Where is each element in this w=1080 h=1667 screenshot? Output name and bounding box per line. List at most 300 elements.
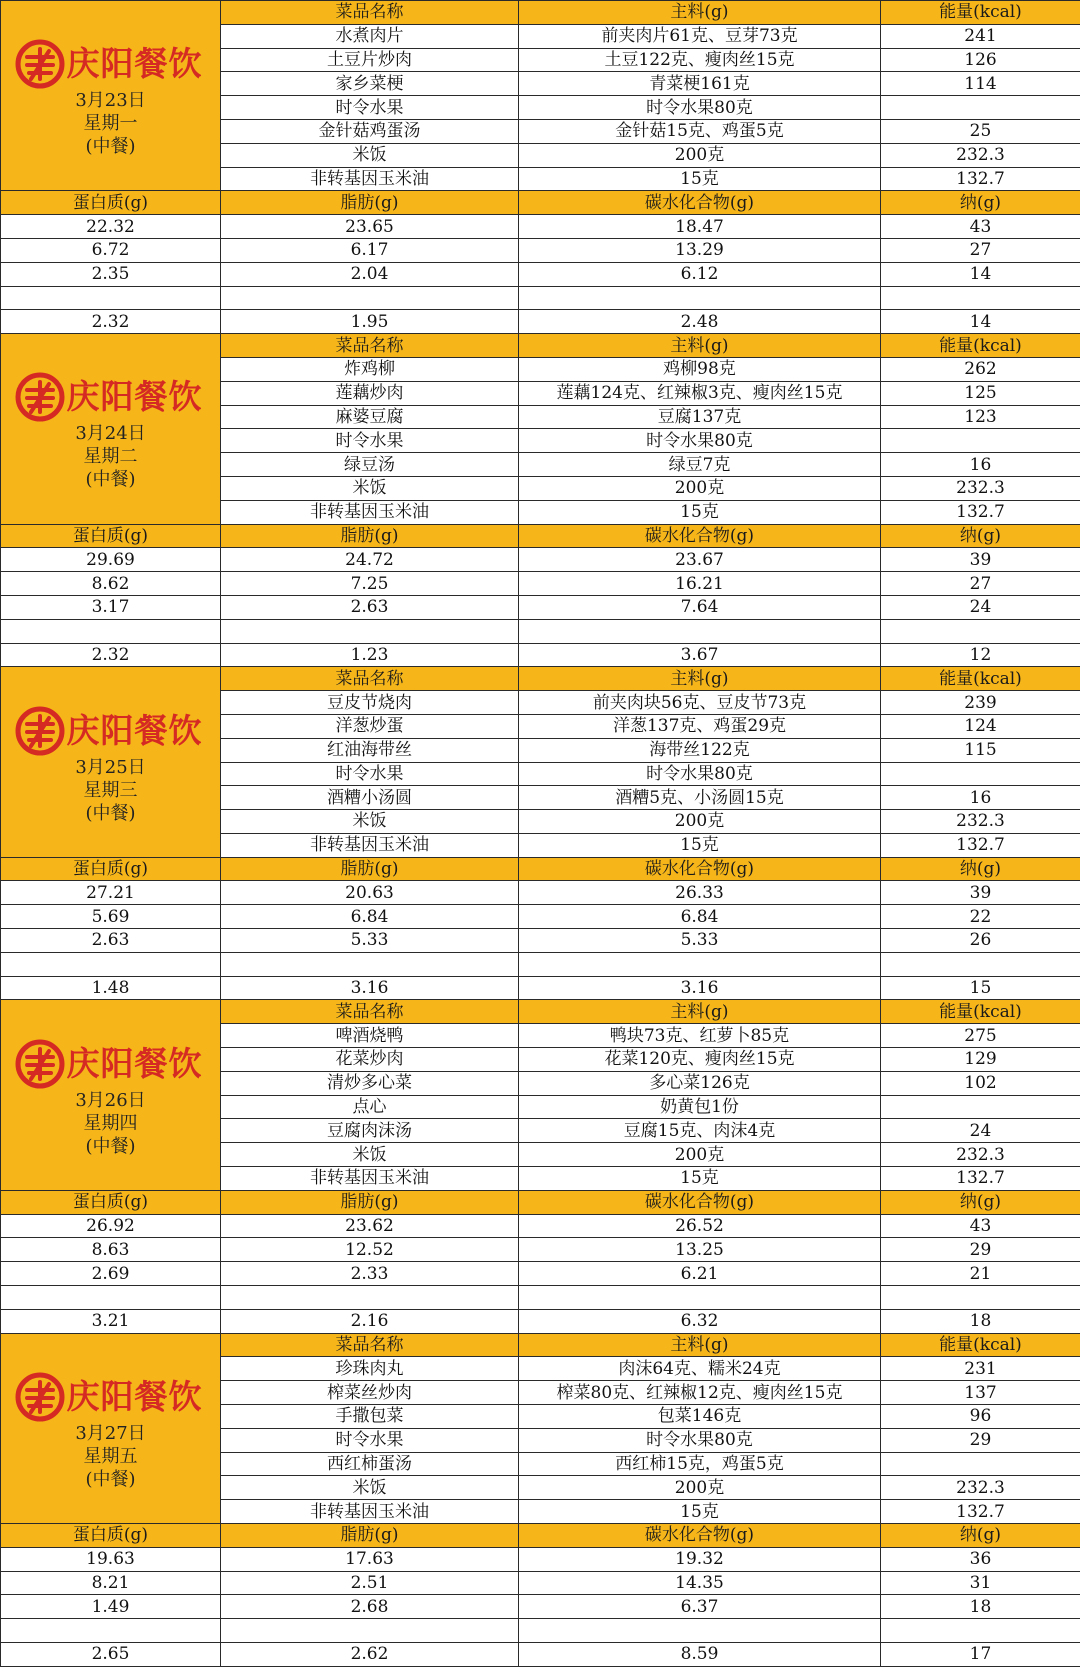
fat-value xyxy=(221,1286,519,1310)
dish-energy: 125 xyxy=(881,381,1080,405)
sodium-value: 27 xyxy=(881,572,1080,596)
dish-name: 洋葱炒蛋 xyxy=(221,714,519,738)
dish-name: 绿豆汤 xyxy=(221,453,519,477)
dish-energy: 137 xyxy=(881,1381,1080,1405)
dish-ingredients: 金针菇15克、鸡蛋5克 xyxy=(519,119,881,143)
brand-logo xyxy=(1,39,221,89)
protein-value: 8.63 xyxy=(1,1238,221,1262)
dish-name: 西红柿蛋汤 xyxy=(221,1452,519,1476)
nutrition-row xyxy=(1,1547,1080,1571)
nutrition-row xyxy=(1,1309,1080,1333)
header-protein: 蛋白质(g) xyxy=(1,857,221,881)
red-circular-emblem-icon xyxy=(15,39,65,89)
brand-name: 庆阳餐饮 xyxy=(66,710,203,750)
nutrition-row xyxy=(1,310,1080,334)
sodium-value: 24 xyxy=(881,595,1080,619)
sodium-value xyxy=(881,1619,1080,1643)
dish-name: 米饭 xyxy=(221,1143,519,1167)
carbohydrate-value xyxy=(519,952,881,976)
carbohydrate-value: 3.67 xyxy=(519,643,881,667)
sodium-value: 22 xyxy=(881,905,1080,929)
header-carbohydrate: 碳水化合物(g) xyxy=(519,191,881,215)
sodium-value xyxy=(881,619,1080,643)
dish-name: 手撒包菜 xyxy=(221,1405,519,1429)
dish-energy: 123 xyxy=(881,405,1080,429)
protein-value: 2.69 xyxy=(1,1262,221,1286)
day-weekday: 星期二 xyxy=(83,446,138,468)
dish-ingredients: 前夹肉片61克、豆芽73克 xyxy=(519,24,881,48)
day-brand-cell xyxy=(1,1000,221,1190)
dish-ingredients: 土豆122克、瘦肉丝15克 xyxy=(519,48,881,72)
fat-value: 1.23 xyxy=(221,643,519,667)
header-dish-name: 菜品名称 xyxy=(221,1000,519,1024)
carbohydrate-value: 6.12 xyxy=(519,262,881,286)
dish-ingredients: 奶黄包1份 xyxy=(519,1095,881,1119)
day-meal: (中餐) xyxy=(85,1135,136,1157)
sodium-value: 15 xyxy=(881,976,1080,1000)
day-weekday: 星期四 xyxy=(83,1112,138,1134)
dish-energy: 25 xyxy=(881,119,1080,143)
dish-ingredients: 前夹肉块56克、豆皮节73克 xyxy=(519,691,881,715)
dish-energy: 102 xyxy=(881,1071,1080,1095)
carbohydrate-value: 18.47 xyxy=(519,215,881,239)
red-circular-emblem-icon xyxy=(15,706,65,756)
dish-name: 土豆片炒肉 xyxy=(221,48,519,72)
dish-ingredients: 海带丝122克 xyxy=(519,738,881,762)
dish-energy: 241 xyxy=(881,24,1080,48)
fat-value: 6.17 xyxy=(221,238,519,262)
protein-value xyxy=(1,619,221,643)
fat-value: 24.72 xyxy=(221,548,519,572)
dish-ingredients: 莲藕124克、红辣椒3克、瘦肉丝15克 xyxy=(519,381,881,405)
fat-value: 5.33 xyxy=(221,929,519,953)
sodium-value: 12 xyxy=(881,643,1080,667)
protein-value: 3.21 xyxy=(1,1309,221,1333)
header-energy: 能量(kcal) xyxy=(881,1000,1080,1024)
dish-ingredients: 豆腐15克、肉沫4克 xyxy=(519,1119,881,1143)
dish-ingredients: 多心菜126克 xyxy=(519,1071,881,1095)
nutrition-row xyxy=(1,929,1080,953)
nutrition-row xyxy=(1,881,1080,905)
sodium-value: 18 xyxy=(881,1595,1080,1619)
day-date: 3月25日 xyxy=(75,756,146,778)
protein-value xyxy=(1,1286,221,1310)
header-carbohydrate: 碳水化合物(g) xyxy=(519,1190,881,1214)
dish-name: 莲藕炒肉 xyxy=(221,381,519,405)
dish-energy: 114 xyxy=(881,72,1080,96)
nutrition-row xyxy=(1,1214,1080,1238)
header-ingredients: 主料(g) xyxy=(519,1000,881,1024)
nutrition-row xyxy=(1,1619,1080,1643)
protein-value: 29.69 xyxy=(1,548,221,572)
sodium-value: 14 xyxy=(881,310,1080,334)
carbohydrate-value: 2.48 xyxy=(519,310,881,334)
dish-name: 榨菜丝炒肉 xyxy=(221,1381,519,1405)
dish-name: 炸鸡柳 xyxy=(221,357,519,381)
dish-energy: 232.3 xyxy=(881,810,1080,834)
dish-energy xyxy=(881,429,1080,453)
dish-ingredients: 时令水果80克 xyxy=(519,1428,881,1452)
carbohydrate-value: 13.25 xyxy=(519,1238,881,1262)
carbohydrate-value: 6.32 xyxy=(519,1309,881,1333)
menu-header-row xyxy=(1,1000,1080,1024)
dish-energy: 231 xyxy=(881,1357,1080,1381)
dish-name: 珍珠肉丸 xyxy=(221,1357,519,1381)
header-sodium: 纳(g) xyxy=(881,1190,1080,1214)
sodium-value: 39 xyxy=(881,881,1080,905)
dish-energy: 129 xyxy=(881,1048,1080,1072)
dish-ingredients: 200克 xyxy=(519,810,881,834)
brand-name: 庆阳餐饮 xyxy=(66,44,203,84)
dish-ingredients: 豆腐137克 xyxy=(519,405,881,429)
fat-value xyxy=(221,1619,519,1643)
dish-ingredients: 酒糟5克、小汤圆15克 xyxy=(519,786,881,810)
dish-energy: 275 xyxy=(881,1024,1080,1048)
header-fat: 脂肪(g) xyxy=(221,1190,519,1214)
nutrition-header-row xyxy=(1,1190,1080,1214)
header-sodium: 纳(g) xyxy=(881,857,1080,881)
dish-energy: 132.7 xyxy=(881,1167,1080,1191)
carbohydrate-value xyxy=(519,1619,881,1643)
dish-ingredients: 15克 xyxy=(519,1167,881,1191)
protein-value: 5.69 xyxy=(1,905,221,929)
dish-energy: 262 xyxy=(881,357,1080,381)
dish-name: 豆皮节烧肉 xyxy=(221,691,519,715)
dish-ingredients: 200克 xyxy=(519,1476,881,1500)
carbohydrate-value: 14.35 xyxy=(519,1571,881,1595)
nutrition-row xyxy=(1,1262,1080,1286)
dish-ingredients: 时令水果80克 xyxy=(519,762,881,786)
dish-energy: 115 xyxy=(881,738,1080,762)
dish-energy xyxy=(881,96,1080,120)
header-dish-name: 菜品名称 xyxy=(221,667,519,691)
dish-energy: 29 xyxy=(881,1428,1080,1452)
dish-ingredients: 15克 xyxy=(519,1500,881,1524)
header-sodium: 纳(g) xyxy=(881,1524,1080,1548)
sodium-value xyxy=(881,952,1080,976)
dish-name: 豆腐肉沫汤 xyxy=(221,1119,519,1143)
dish-energy: 239 xyxy=(881,691,1080,715)
header-sodium: 纳(g) xyxy=(881,524,1080,548)
dish-name: 红油海带丝 xyxy=(221,738,519,762)
carbohydrate-value: 7.64 xyxy=(519,595,881,619)
protein-value: 2.63 xyxy=(1,929,221,953)
nutrition-row xyxy=(1,262,1080,286)
sodium-value: 36 xyxy=(881,1547,1080,1571)
nutrition-header-row xyxy=(1,1524,1080,1548)
day-meal: (中餐) xyxy=(85,469,136,491)
day-brand-cell xyxy=(1,667,221,857)
dish-ingredients: 西红柿15克，鸡蛋5克 xyxy=(519,1452,881,1476)
nutrition-row xyxy=(1,1571,1080,1595)
dish-name: 非转基因玉米油 xyxy=(221,833,519,857)
red-circular-emblem-icon xyxy=(15,1372,65,1422)
sodium-value: 27 xyxy=(881,238,1080,262)
header-fat: 脂肪(g) xyxy=(221,857,519,881)
dish-energy: 16 xyxy=(881,453,1080,477)
dish-ingredients: 花菜120克、瘦肉丝15克 xyxy=(519,1048,881,1072)
carbohydrate-value: 16.21 xyxy=(519,572,881,596)
nutrition-row xyxy=(1,952,1080,976)
dish-energy: 132.7 xyxy=(881,500,1080,524)
dish-energy: 232.3 xyxy=(881,1143,1080,1167)
protein-value: 2.32 xyxy=(1,310,221,334)
fat-value xyxy=(221,286,519,310)
dish-ingredients: 200克 xyxy=(519,476,881,500)
header-fat: 脂肪(g) xyxy=(221,524,519,548)
header-energy: 能量(kcal) xyxy=(881,1,1080,25)
dish-ingredients: 鸡柳98克 xyxy=(519,357,881,381)
sodium-value: 26 xyxy=(881,929,1080,953)
nutrition-row xyxy=(1,1238,1080,1262)
nutrition-row xyxy=(1,286,1080,310)
fat-value: 2.04 xyxy=(221,262,519,286)
header-energy: 能量(kcal) xyxy=(881,1333,1080,1357)
dish-energy: 132.7 xyxy=(881,1500,1080,1524)
dish-energy: 124 xyxy=(881,714,1080,738)
dish-energy: 132.7 xyxy=(881,167,1080,191)
fat-value: 3.16 xyxy=(221,976,519,1000)
header-fat: 脂肪(g) xyxy=(221,1524,519,1548)
day-brand-cell xyxy=(1,1333,221,1523)
dish-name: 时令水果 xyxy=(221,96,519,120)
nutrition-row xyxy=(1,619,1080,643)
dish-name: 非转基因玉米油 xyxy=(221,500,519,524)
nutrition-row xyxy=(1,548,1080,572)
header-sodium: 纳(g) xyxy=(881,191,1080,215)
protein-value: 26.92 xyxy=(1,1214,221,1238)
sodium-value: 43 xyxy=(881,1214,1080,1238)
dish-energy xyxy=(881,762,1080,786)
brand-logo xyxy=(1,706,221,756)
carbohydrate-value xyxy=(519,619,881,643)
brand-logo xyxy=(1,1039,221,1089)
header-carbohydrate: 碳水化合物(g) xyxy=(519,1524,881,1548)
nutrition-row xyxy=(1,238,1080,262)
day-weekday: 星期三 xyxy=(83,779,138,801)
carbohydrate-value: 26.33 xyxy=(519,881,881,905)
day-brand-cell xyxy=(1,1,221,191)
sodium-value: 39 xyxy=(881,548,1080,572)
day-date: 3月26日 xyxy=(75,1089,146,1111)
protein-value: 2.65 xyxy=(1,1642,221,1666)
fat-value: 23.65 xyxy=(221,215,519,239)
dish-ingredients: 包菜146克 xyxy=(519,1405,881,1429)
header-ingredients: 主料(g) xyxy=(519,667,881,691)
header-protein: 蛋白质(g) xyxy=(1,524,221,548)
header-ingredients: 主料(g) xyxy=(519,1,881,25)
protein-value: 2.32 xyxy=(1,643,221,667)
carbohydrate-value: 19.32 xyxy=(519,1547,881,1571)
fat-value: 20.63 xyxy=(221,881,519,905)
carbohydrate-value: 26.52 xyxy=(519,1214,881,1238)
dish-name: 米饭 xyxy=(221,810,519,834)
dish-energy: 16 xyxy=(881,786,1080,810)
day-weekday: 星期五 xyxy=(83,1445,138,1467)
red-circular-emblem-icon xyxy=(15,1039,65,1089)
day-brand-cell xyxy=(1,334,221,524)
header-carbohydrate: 碳水化合物(g) xyxy=(519,524,881,548)
dish-ingredients: 200克 xyxy=(519,143,881,167)
dish-name: 时令水果 xyxy=(221,762,519,786)
fat-value xyxy=(221,619,519,643)
dish-name: 米饭 xyxy=(221,143,519,167)
menu-header-row xyxy=(1,667,1080,691)
protein-value: 2.35 xyxy=(1,262,221,286)
fat-value: 7.25 xyxy=(221,572,519,596)
dish-ingredients: 青菜梗161克 xyxy=(519,72,881,96)
dish-name: 水煮肉片 xyxy=(221,24,519,48)
carbohydrate-value: 23.67 xyxy=(519,548,881,572)
header-fat: 脂肪(g) xyxy=(221,191,519,215)
dish-ingredients: 15克 xyxy=(519,833,881,857)
sodium-value: 21 xyxy=(881,1262,1080,1286)
fat-value: 12.52 xyxy=(221,1238,519,1262)
dish-name: 时令水果 xyxy=(221,429,519,453)
carbohydrate-value: 6.21 xyxy=(519,1262,881,1286)
header-protein: 蛋白质(g) xyxy=(1,1190,221,1214)
sodium-value: 14 xyxy=(881,262,1080,286)
header-dish-name: 菜品名称 xyxy=(221,1333,519,1357)
sodium-value xyxy=(881,286,1080,310)
menu-header-row xyxy=(1,334,1080,358)
sodium-value: 29 xyxy=(881,1238,1080,1262)
protein-value: 1.48 xyxy=(1,976,221,1000)
dish-ingredients: 时令水果80克 xyxy=(519,429,881,453)
dish-name: 家乡菜梗 xyxy=(221,72,519,96)
protein-value: 1.49 xyxy=(1,1595,221,1619)
dish-ingredients: 榨菜80克、红辣椒12克、瘦肉丝15克 xyxy=(519,1381,881,1405)
protein-value xyxy=(1,1619,221,1643)
dish-energy xyxy=(881,1095,1080,1119)
header-ingredients: 主料(g) xyxy=(519,1333,881,1357)
dish-energy: 232.3 xyxy=(881,143,1080,167)
day-meal: (中餐) xyxy=(85,136,136,158)
dish-energy: 232.3 xyxy=(881,1476,1080,1500)
brand-logo xyxy=(1,372,221,422)
protein-value: 8.21 xyxy=(1,1571,221,1595)
protein-value: 19.63 xyxy=(1,1547,221,1571)
dish-ingredients: 肉沫64克、糯米24克 xyxy=(519,1357,881,1381)
fat-value: 2.33 xyxy=(221,1262,519,1286)
nutrition-row xyxy=(1,1595,1080,1619)
dish-energy: 24 xyxy=(881,1119,1080,1143)
header-protein: 蛋白质(g) xyxy=(1,1524,221,1548)
carbohydrate-value: 8.59 xyxy=(519,1642,881,1666)
nutrition-row xyxy=(1,976,1080,1000)
dish-energy xyxy=(881,1452,1080,1476)
header-carbohydrate: 碳水化合物(g) xyxy=(519,857,881,881)
header-ingredients: 主料(g) xyxy=(519,334,881,358)
dish-ingredients: 洋葱137克、鸡蛋29克 xyxy=(519,714,881,738)
fat-value: 1.95 xyxy=(221,310,519,334)
protein-value xyxy=(1,286,221,310)
header-dish-name: 菜品名称 xyxy=(221,1,519,25)
dish-name: 清炒多心菜 xyxy=(221,1071,519,1095)
carbohydrate-value: 5.33 xyxy=(519,929,881,953)
dish-name: 点心 xyxy=(221,1095,519,1119)
protein-value: 8.62 xyxy=(1,572,221,596)
dish-name: 非转基因玉米油 xyxy=(221,1167,519,1191)
dish-energy: 132.7 xyxy=(881,833,1080,857)
sodium-value: 43 xyxy=(881,215,1080,239)
protein-value xyxy=(1,952,221,976)
sodium-value xyxy=(881,1286,1080,1310)
carbohydrate-value: 6.37 xyxy=(519,1595,881,1619)
day-meal: (中餐) xyxy=(85,1468,136,1490)
dish-name: 金针菇鸡蛋汤 xyxy=(221,119,519,143)
nutrition-row xyxy=(1,643,1080,667)
fat-value: 2.68 xyxy=(221,1595,519,1619)
brand-logo xyxy=(1,1372,221,1422)
nutrition-header-row xyxy=(1,191,1080,215)
nutrition-row xyxy=(1,905,1080,929)
carbohydrate-value xyxy=(519,286,881,310)
protein-value: 3.17 xyxy=(1,595,221,619)
nutrition-row xyxy=(1,1642,1080,1666)
header-protein: 蛋白质(g) xyxy=(1,191,221,215)
dish-name: 非转基因玉米油 xyxy=(221,1500,519,1524)
dish-energy: 126 xyxy=(881,48,1080,72)
carbohydrate-value xyxy=(519,1286,881,1310)
dish-name: 啤酒烧鸭 xyxy=(221,1024,519,1048)
fat-value: 23.62 xyxy=(221,1214,519,1238)
dish-ingredients: 绿豆7克 xyxy=(519,453,881,477)
header-dish-name: 菜品名称 xyxy=(221,334,519,358)
nutrition-header-row xyxy=(1,524,1080,548)
dish-name: 米饭 xyxy=(221,1476,519,1500)
carbohydrate-value: 3.16 xyxy=(519,976,881,1000)
dish-name: 米饭 xyxy=(221,476,519,500)
sodium-value: 31 xyxy=(881,1571,1080,1595)
protein-value: 6.72 xyxy=(1,238,221,262)
dish-ingredients: 鸭块73克、红萝卜85克 xyxy=(519,1024,881,1048)
nutrition-row xyxy=(1,572,1080,596)
nutrition-header-row xyxy=(1,857,1080,881)
dish-ingredients: 15克 xyxy=(519,500,881,524)
day-meal: (中餐) xyxy=(85,802,136,824)
dish-energy: 232.3 xyxy=(881,476,1080,500)
nutrition-row xyxy=(1,215,1080,239)
dish-ingredients: 200克 xyxy=(519,1143,881,1167)
red-circular-emblem-icon xyxy=(15,372,65,422)
fat-value: 2.62 xyxy=(221,1642,519,1666)
day-weekday: 星期一 xyxy=(83,113,138,135)
brand-name: 庆阳餐饮 xyxy=(66,1043,203,1083)
sodium-value: 18 xyxy=(881,1309,1080,1333)
dish-name: 非转基因玉米油 xyxy=(221,167,519,191)
day-date: 3月23日 xyxy=(75,90,146,112)
dish-ingredients: 时令水果80克 xyxy=(519,96,881,120)
fat-value: 2.16 xyxy=(221,1309,519,1333)
carbohydrate-value: 13.29 xyxy=(519,238,881,262)
day-date: 3月24日 xyxy=(75,423,146,445)
brand-name: 庆阳餐饮 xyxy=(66,1376,203,1416)
dish-name: 花菜炒肉 xyxy=(221,1048,519,1072)
dish-name: 时令水果 xyxy=(221,1428,519,1452)
dish-name: 麻婆豆腐 xyxy=(221,405,519,429)
menu-header-row xyxy=(1,1333,1080,1357)
protein-value: 22.32 xyxy=(1,215,221,239)
dish-energy: 96 xyxy=(881,1405,1080,1429)
carbohydrate-value: 6.84 xyxy=(519,905,881,929)
fat-value: 6.84 xyxy=(221,905,519,929)
header-energy: 能量(kcal) xyxy=(881,334,1080,358)
brand-name: 庆阳餐饮 xyxy=(66,377,203,417)
fat-value: 2.63 xyxy=(221,595,519,619)
sodium-value: 17 xyxy=(881,1642,1080,1666)
nutrition-row xyxy=(1,1286,1080,1310)
